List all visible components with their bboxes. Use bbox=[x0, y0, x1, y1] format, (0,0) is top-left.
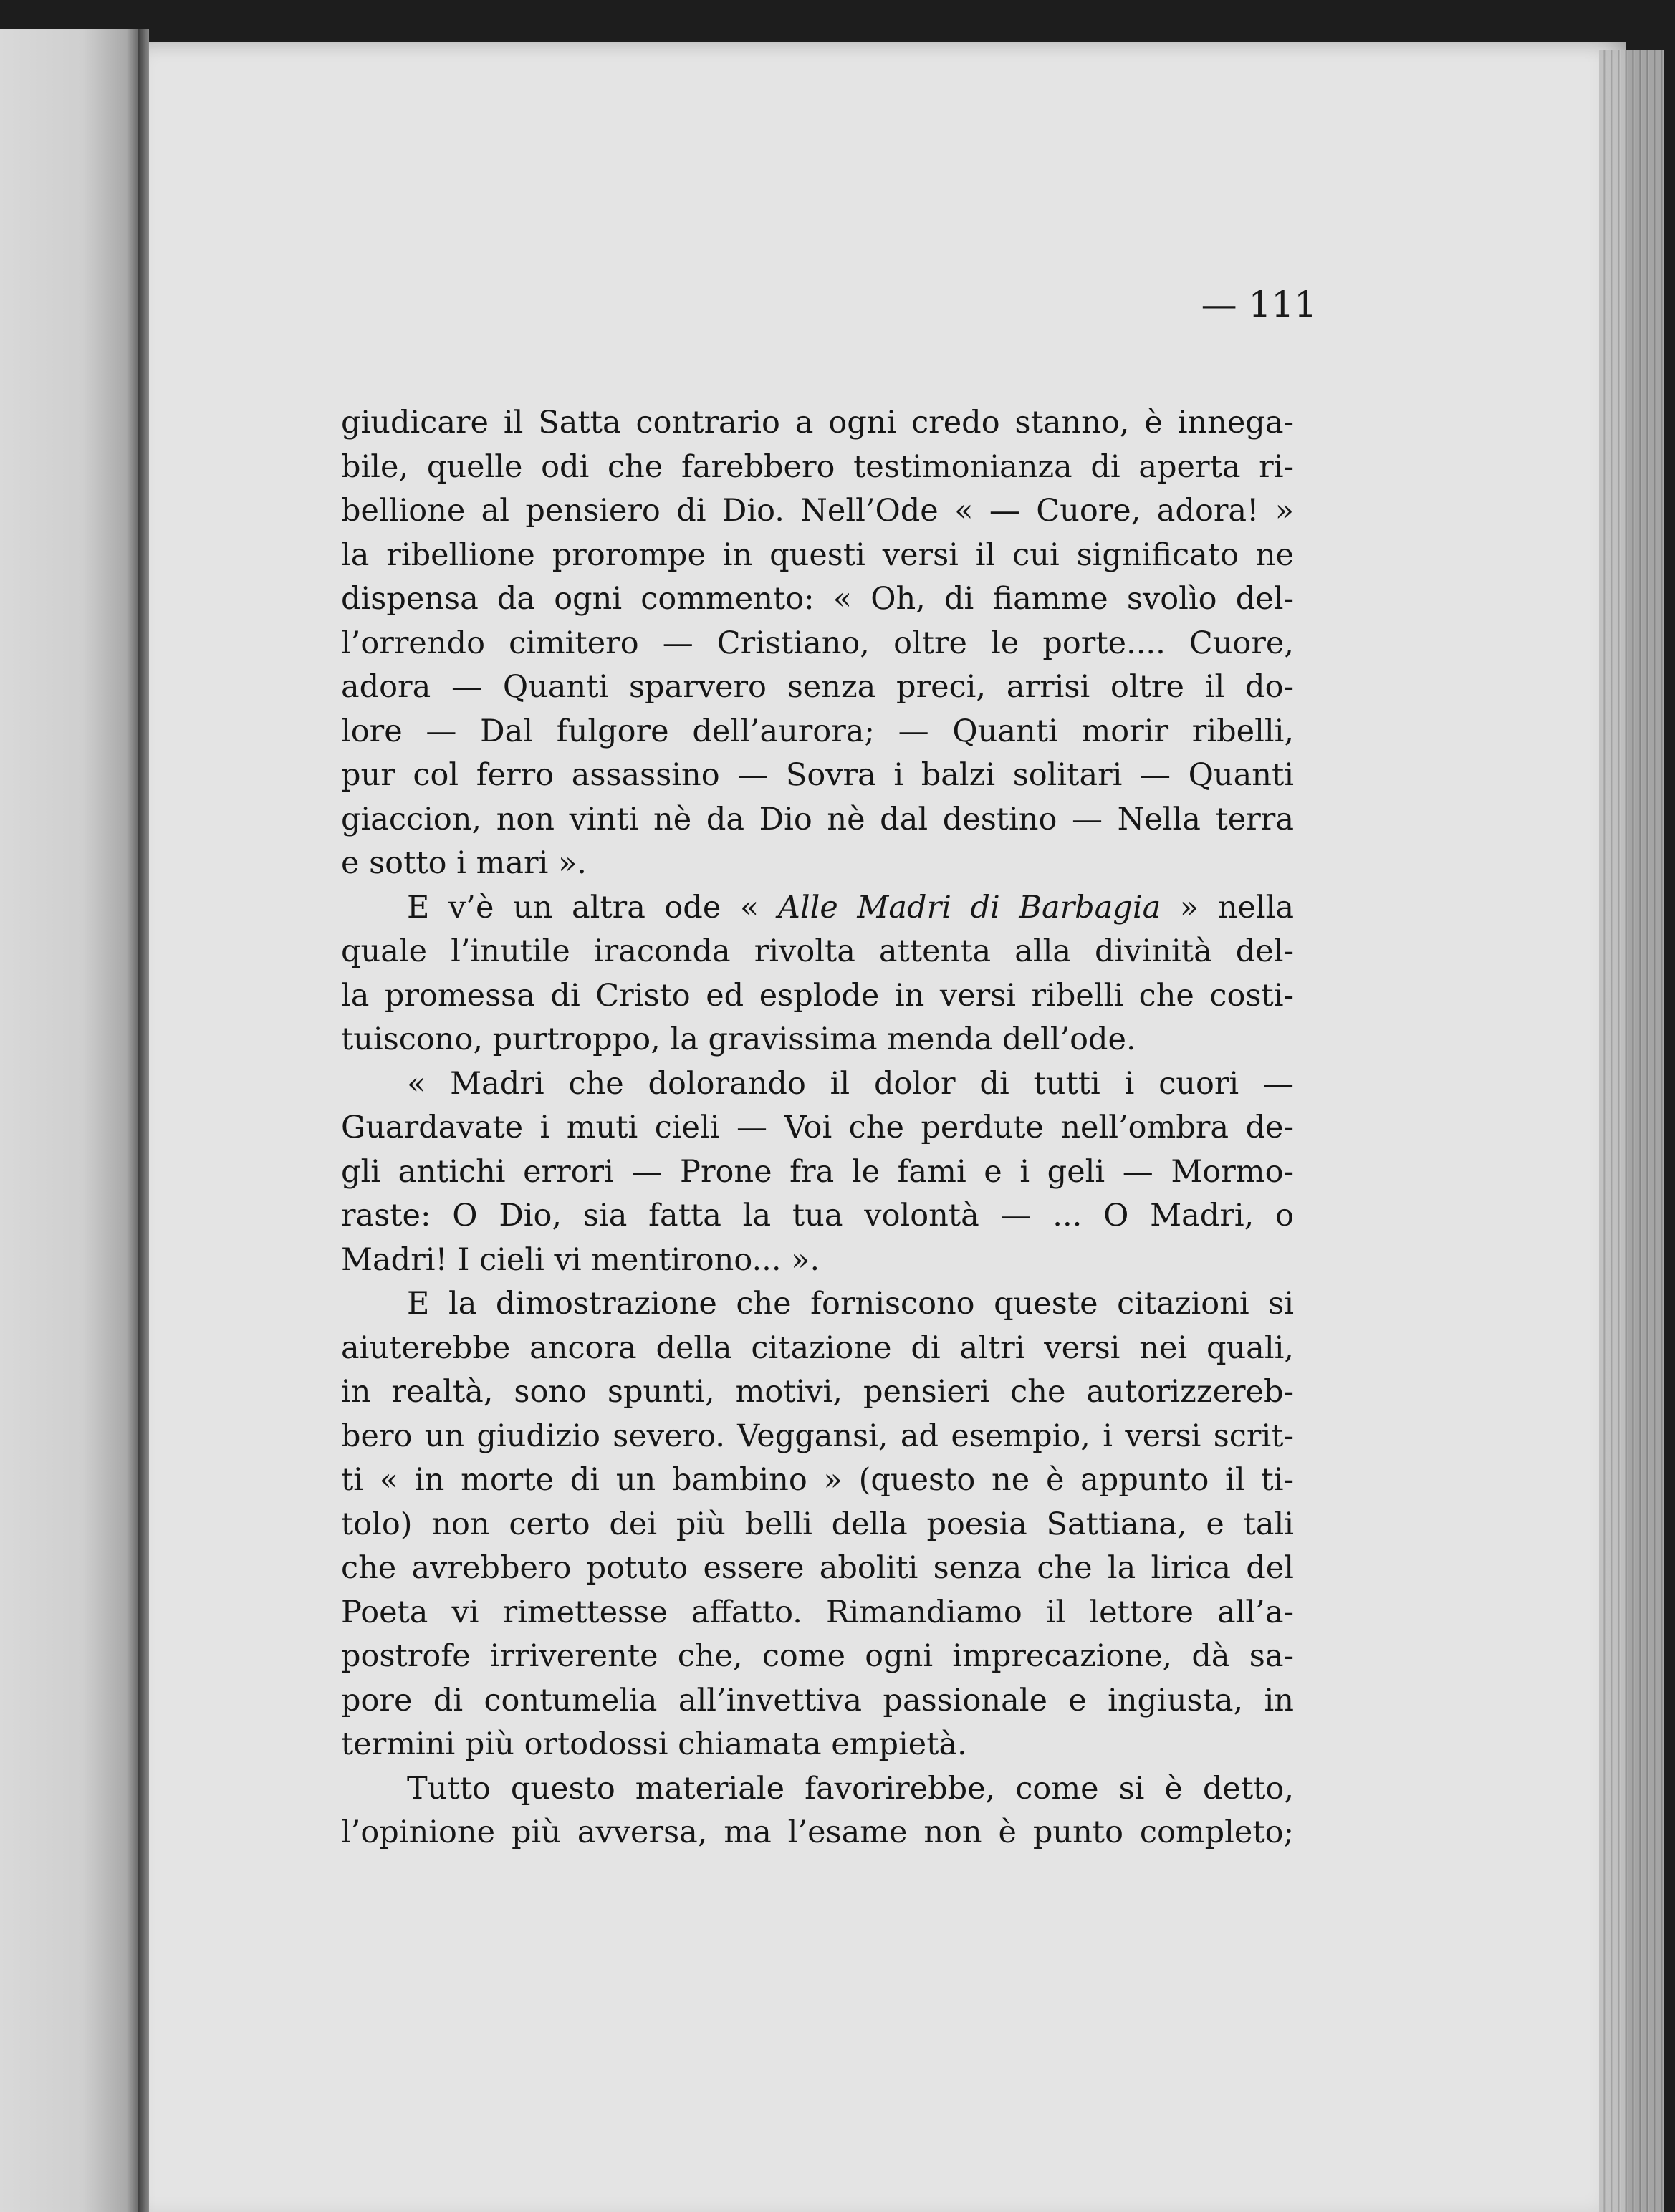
text-line: in realtà, sono spunti, motivi, pensieri che autorizzereb- bbox=[341, 1374, 1294, 1410]
text-line: che avrebbero potuto essere aboliti senza che la lirica del bbox=[341, 1550, 1294, 1586]
paragraph bbox=[341, 1062, 1294, 1283]
paragraph bbox=[341, 1282, 1294, 1767]
text-line: quale l’inutile iraconda rivolta attenta alla divinità del- bbox=[341, 933, 1294, 969]
body-text bbox=[341, 401, 1294, 1855]
text-line: la promessa di Cristo ed esplode in versi ribelli che costi- bbox=[341, 977, 1294, 1014]
text-line bbox=[341, 886, 1294, 931]
text-line: Tutto questo materiale favorirebbe, come si è detto, bbox=[407, 1770, 1294, 1807]
text-line: giaccion, non vinti nè da Dio nè dal destino — Nella terra bbox=[341, 801, 1294, 837]
text-line: tolo) non certo dei più belli della poesia Sattiana, e tali bbox=[341, 1506, 1294, 1542]
text-line: « Madri che dolorando il dolor di tutti i cuori — bbox=[407, 1065, 1294, 1102]
text-line: dispensa da ogni commento: « Oh, di fiamme svolìo del- bbox=[341, 581, 1294, 617]
poem-title: Alle Madri di Barbagia bbox=[777, 889, 1161, 925]
text-line: postrofe irriverente che, come ogni imprecazione, dà sa- bbox=[341, 1638, 1294, 1674]
text-line: la ribellione prorompe in questi versi il cui significato ne bbox=[341, 537, 1294, 573]
text-line: ti « in morte di un bambino » (questo ne è appunto il ti- bbox=[341, 1462, 1294, 1498]
text-line: adora — Quanti sparvero senza preci, arrisi oltre il do- bbox=[341, 669, 1294, 705]
text-line: raste: O Dio, sia fatta la tua volontà — ... O Madri, o bbox=[341, 1198, 1294, 1234]
page-number: — 111 bbox=[1201, 284, 1317, 325]
text-line: l’orrendo cimitero — Cristiano, oltre le porte.... Cuore, bbox=[341, 625, 1294, 661]
text-line: tuiscono, purtroppo, la gravissima menda dell’ode. bbox=[341, 1021, 1136, 1057]
text-line: bellione al pensiero di Dio. Nell’Ode « — Cuore, adora! » bbox=[341, 493, 1294, 529]
text-line: Guardavate i muti cieli — Voi che perdute nell’ombra de- bbox=[341, 1110, 1294, 1145]
paragraph bbox=[341, 886, 1294, 1062]
text-line: termini più ortodossi chiamata empietà. bbox=[341, 1726, 967, 1762]
text-line: Madri! I cieli vi mentirono... ». bbox=[341, 1241, 820, 1278]
text-line: bero un giudizio severo. Veggansi, ad esempio, i versi scrit- bbox=[341, 1418, 1294, 1454]
text-line: giudicare il Satta contrario a ogni credo stanno, è innega- bbox=[341, 405, 1294, 441]
text-line: l’opinione più avversa, ma l’esame non è punto completo; bbox=[341, 1814, 1294, 1850]
text-line: E la dimostrazione che forniscono queste citazioni si bbox=[407, 1286, 1294, 1322]
paragraph bbox=[341, 401, 1294, 886]
left-page-edge bbox=[0, 29, 138, 2212]
text-line: e sotto i mari ». bbox=[341, 845, 587, 881]
page-stack-edge bbox=[1599, 50, 1664, 2212]
paragraph bbox=[341, 1767, 1294, 1855]
text-fragment: » nella bbox=[1161, 889, 1294, 925]
text-line: gli antichi errori — Prone fra le fami e i geli — Mormo- bbox=[341, 1153, 1294, 1190]
text-line: aiuterebbe ancora della citazione di altri versi nei quali, bbox=[341, 1329, 1294, 1366]
text-line: pur col ferro assassino — Sovra i balzi solitari — Quanti bbox=[341, 757, 1294, 793]
text-line: Poeta vi rimettesse affatto. Rimandiamo il lettore all’a- bbox=[341, 1594, 1294, 1630]
text-line: pore di contumelia all’invettiva passionale e ingiusta, in bbox=[341, 1682, 1294, 1718]
text-fragment: E v’è un altra ode « bbox=[407, 889, 778, 925]
book-gutter bbox=[138, 29, 149, 2212]
text-line: lore — Dal fulgore dell’aurora; — Quanti morir ribelli, bbox=[341, 713, 1294, 749]
text-line: bile, quelle odi che farebbero testimonianza di aperta ri- bbox=[341, 448, 1294, 485]
